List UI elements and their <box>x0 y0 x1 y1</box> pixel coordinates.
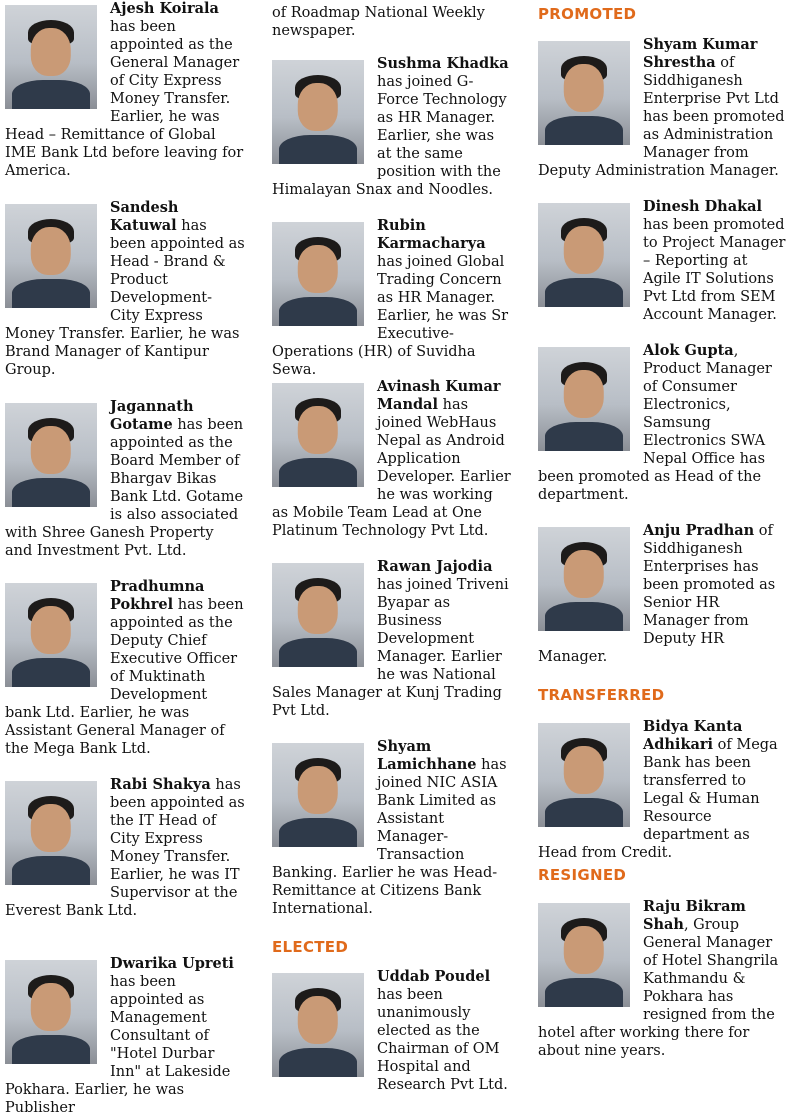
person-name: Pradhumna Pokhrel <box>110 578 205 613</box>
person-photo <box>5 5 97 109</box>
person-name: Anju Pradhan <box>643 522 755 539</box>
section-heading-elected: ELECTED <box>272 938 349 956</box>
person-name: Avinash Kumar Mandal <box>377 378 501 413</box>
person-name: Rubin Karmacharya <box>377 217 486 252</box>
person-name: Sushma Khadka <box>377 55 509 72</box>
person-photo <box>272 383 364 487</box>
section-heading-promoted: PROMOTED <box>538 5 637 23</box>
person-entry <box>272 378 512 540</box>
person-name: Alok Gupta <box>643 342 734 359</box>
person-name: Raju Bikram Shah <box>643 898 746 933</box>
person-photo <box>5 781 97 885</box>
person-bio: of Siddhiganesh Enterprise Pvt Ltd has been promoted as Administration Manager from Deputy Administration Manager. <box>538 55 785 179</box>
person-photo <box>538 527 630 631</box>
person-photo <box>538 347 630 451</box>
person-photo <box>538 41 630 145</box>
person-photo <box>272 973 364 1077</box>
person-bio: has been appointed as the Deputy Chief Executive Officer of Muktinath Development bank Ltd. Earlier, he was Assistant General Manager of the Mega Bank Ltd. <box>5 597 244 757</box>
person-bio: has been appointed as the General Manager of City Express Money Transfer. Earlier, he was Head – Remittance of Global IME Bank Ltd before leaving for America. <box>5 19 244 179</box>
person-entry <box>5 955 245 1117</box>
person-photo <box>272 222 364 326</box>
section-heading-resigned: RESIGNED <box>538 866 627 884</box>
person-entry <box>538 898 788 1060</box>
person-bio: has been unanimously elected as the Chairman of OM Hospital and Research Pvt Ltd. <box>377 987 508 1093</box>
person-photo <box>538 903 630 1007</box>
person-entry <box>538 342 788 504</box>
person-bio: has been appointed as Management Consultant of "Hotel Durbar Inn" at Lakeside Pokhara. Earlier, he was Publisher <box>5 974 231 1116</box>
person-bio: has joined Global Trading Concern as HR Manager. Earlier, he was Sr Executive- Operations (HR) of Suvidha Sewa. <box>272 254 509 378</box>
person-entry <box>272 55 512 199</box>
person-photo <box>272 60 364 164</box>
person-entry <box>5 0 245 180</box>
person-name: Rawan Jajodia <box>377 558 493 575</box>
person-entry <box>538 718 788 862</box>
person-photo <box>538 203 630 307</box>
person-entry <box>538 522 788 666</box>
person-name: Dwarika Upreti <box>110 955 234 972</box>
person-entry <box>272 558 512 720</box>
continued-text: of Roadmap National Weekly newspaper. <box>272 5 485 39</box>
person-name: Ajesh Koirala <box>110 0 219 17</box>
person-entry <box>272 968 512 1094</box>
person-entry <box>5 776 245 920</box>
person-name: Bidya Kanta Adhikari <box>643 718 743 753</box>
person-entry <box>538 36 788 180</box>
person-name: Dinesh Dhakal <box>643 198 763 215</box>
person-photo <box>5 204 97 308</box>
person-photo <box>272 563 364 667</box>
person-bio: of Siddhiganesh Enterprises has been promoted as Senior HR Manager from Deputy HR Manager. <box>538 523 776 665</box>
person-bio: has been appointed as the Board Member of Bhargav Bikas Bank Ltd. Gotame is also associated with Shree Ganesh Property and Investment Pvt. Ltd. <box>5 417 244 559</box>
person-name: Uddab Poudel <box>377 968 491 985</box>
person-name: Sandesh Katuwal <box>110 199 179 234</box>
person-photo <box>538 723 630 827</box>
person-entry <box>272 738 512 918</box>
person-name: Shyam Kumar Shrestha <box>643 36 758 71</box>
person-bio: of Mega Bank has been transferred to Legal & Human Resource department as Head from Credit. <box>538 737 778 861</box>
person-bio: , Group General Manager of Hotel Shangrila Kathmandu & Pokhara has resigned from the hotel after working there for about nine years. <box>538 917 779 1059</box>
person-name: Jagannath Gotame <box>110 398 194 433</box>
person-entry <box>5 578 245 758</box>
person-photo <box>272 743 364 847</box>
person-bio: has joined NIC ASIA Bank Limited as Assistant Manager- Transaction Banking. Earlier he was Head- Remittance at Citizens Bank International. <box>272 757 507 917</box>
person-bio: has been promoted to Project Manager – Reporting at Agile IT Solutions Pvt Ltd from SEM Account Manager. <box>643 217 786 323</box>
person-bio: has joined Triveni Byapar as Business Development Manager. Earlier he was National Sales Manager at Kunj Trading Pvt Ltd. <box>272 577 509 719</box>
person-bio: has been appointed as the IT Head of City Express Money Transfer. Earlier, he was IT Supervisor at the Everest Bank Ltd. <box>5 777 245 919</box>
person-entry <box>538 198 788 324</box>
section-heading-transferred: TRANSFERRED <box>538 686 665 704</box>
person-bio: has joined WebHaus Nepal as Android Application Developer. Earlier he was working as Mobile Team Lead at One Platinum Technology Pvt Ltd. <box>272 397 511 539</box>
person-name: Rabi Shakya <box>110 776 211 793</box>
person-bio: has joined G-Force Technology as HR Manager. Earlier, she was at the same position with the Himalayan Snax and Noodles. <box>272 74 507 198</box>
person-entry <box>5 199 245 379</box>
person-entry <box>5 398 245 560</box>
person-photo <box>5 403 97 507</box>
person-photo <box>5 960 97 1064</box>
person-entry <box>272 217 512 379</box>
person-photo <box>5 583 97 687</box>
person-name: Shyam Lamichhane <box>377 738 477 773</box>
person-bio: , Product Manager of Consumer Electronics, Samsung Electronics SWA Nepal Office has been promoted as Head of the department. <box>538 343 772 503</box>
person-bio: has been appointed as Head - Brand & Product Development- City Express Money Transfer. Earlier, he was Brand Manager of Kantipur Group. <box>5 218 245 378</box>
